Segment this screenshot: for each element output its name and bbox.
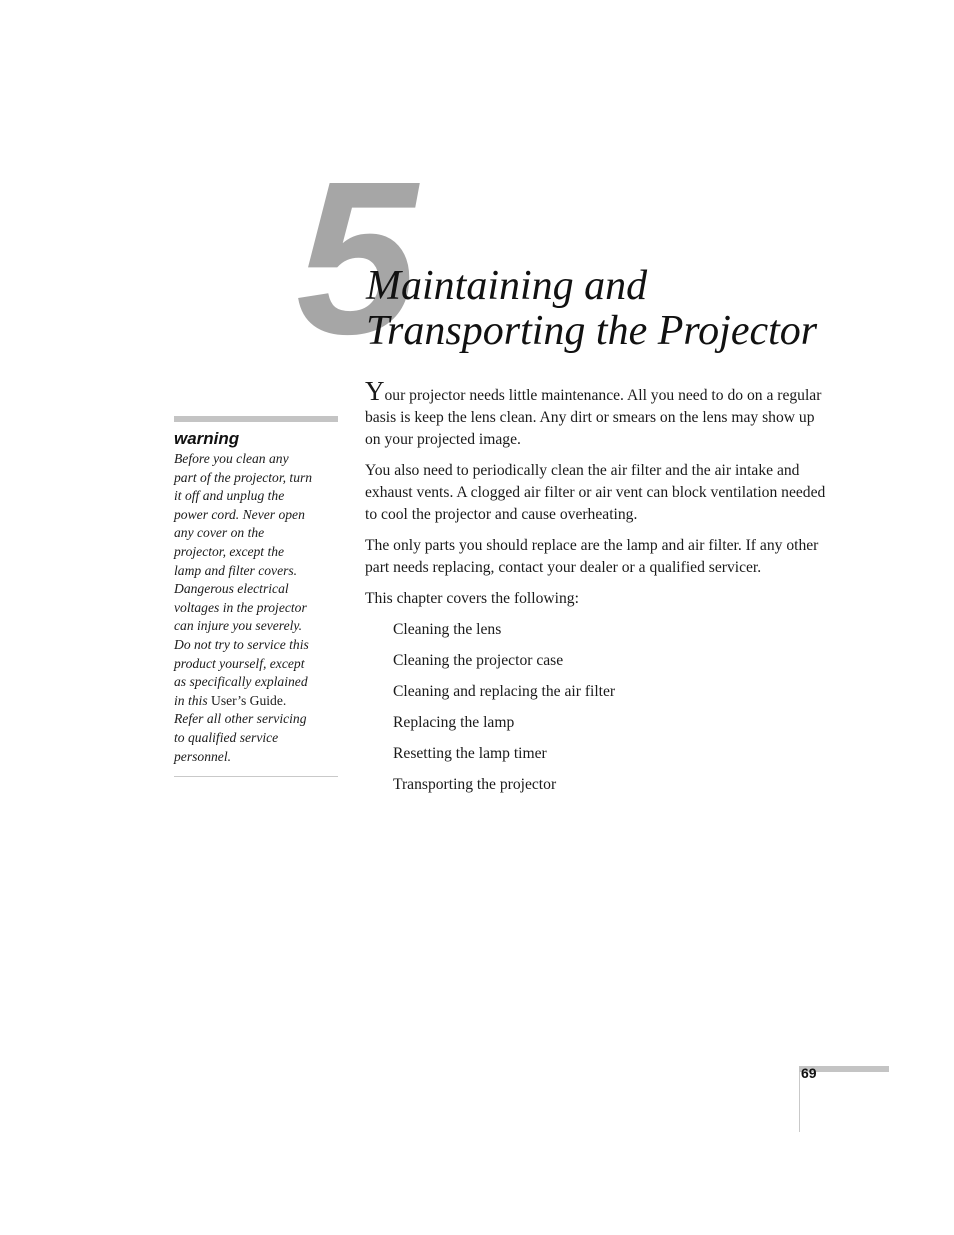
paragraph-air-filter: You also need to periodically clean the air filter and the air intake and exhaust vents. A clogged air filter or air vent can block ventilation needed to cool the projector and cause overheating. [365, 462, 826, 523]
sidebar-top-rule [174, 416, 338, 422]
page-number: 69 [801, 1065, 817, 1081]
topic-item: Cleaning the projector case [393, 652, 564, 669]
paragraph-chapter-covers: This chapter covers the following: [365, 590, 579, 607]
drop-cap: Y [365, 376, 385, 406]
topic-item: Replacing the lamp [393, 714, 515, 731]
chapter-title-line-2: Transporting the Projector [366, 308, 818, 354]
paragraph-replace-parts: The only parts you should replace are the lamp and air filter. If any other part needs replacing, contact your dealer or a qualified servicer. [365, 537, 819, 576]
topic-item: Resetting the lamp timer [393, 745, 547, 762]
chapter-title-line-1: Maintaining and [366, 263, 648, 309]
topic-item: Transporting the projector [393, 776, 557, 793]
topic-list [365, 619, 831, 796]
sidebar-bottom-rule [174, 776, 338, 777]
warning-heading: warning [174, 429, 240, 448]
page-number-vertical-rule [799, 1072, 800, 1132]
warning-sidebar [174, 416, 338, 777]
topic-item: Cleaning the lens [393, 621, 502, 638]
chapter-number: 5 [296, 137, 414, 380]
guide-title: User’s Guide. [211, 692, 287, 708]
intro-paragraph-text: our projector needs little maintenance. All you need to do on a regular basis is keep the lens clean. Any dirt or smears on the lens may show up on your projected image. [365, 387, 822, 448]
warning-text [174, 450, 314, 766]
intro-paragraph [365, 376, 831, 451]
topic-item: Cleaning and replacing the air filter [393, 683, 616, 700]
warning-text-part-1: Before you clean any part of the projector, turn it off and unplug the power cord. Never open any cover on the projector, except the lamp and filter covers. Dangerous electrical voltages in the projector can injure you severely. Do not try to service this product yourself, except as specifically explained in this [174, 451, 313, 708]
chapter-title [366, 264, 926, 354]
main-content [365, 376, 831, 805]
warning-text-part-2: Refer all other servicing to qualified service personnel. [174, 711, 307, 764]
